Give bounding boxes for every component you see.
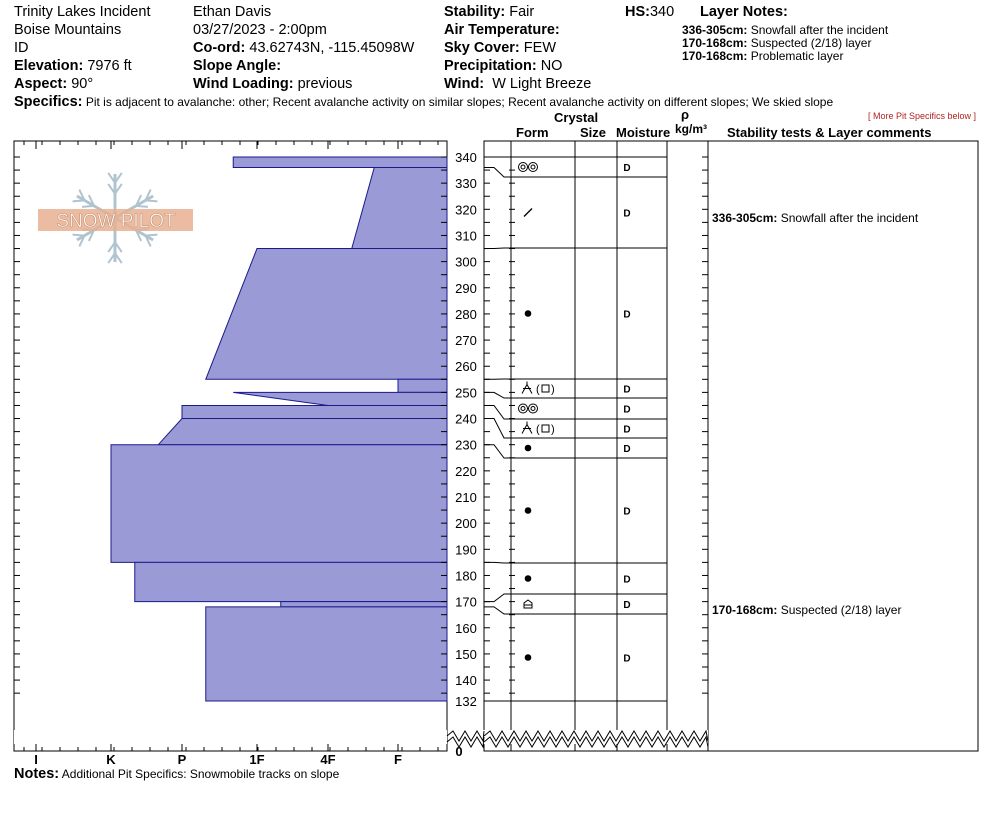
stability-label: Stability: — [444, 4, 506, 20]
moisture-value: D — [623, 653, 631, 665]
hardness-layer-bar — [233, 157, 447, 167]
symbol-paren: ( — [536, 383, 540, 396]
snowpilot-logo — [38, 173, 193, 263]
snowflake-branch — [136, 206, 148, 207]
hardness-layer-bar — [233, 392, 447, 405]
wind-label: Wind: — [444, 76, 485, 92]
coord-label: Co-ord: — [193, 40, 246, 56]
symbol-ring — [531, 407, 535, 411]
rounded-grains-symbol — [525, 575, 532, 582]
symbol-ring — [529, 163, 538, 172]
hardness-tick-label: 4F — [320, 752, 336, 767]
wind — [444, 75, 591, 93]
layer-connector — [484, 607, 511, 614]
depth-tick-label: 340 — [455, 150, 477, 165]
wind-value: W Light Breeze — [492, 76, 592, 92]
moisture-header: Moisture — [616, 125, 671, 140]
depth-tick-label: 200 — [455, 516, 477, 532]
moisture-value: D — [623, 444, 631, 455]
layer-connector — [484, 562, 511, 563]
surface-hoar-with-faceted-symbol — [522, 382, 555, 396]
depth-tick-label: 132 — [455, 694, 477, 709]
symbol-dot — [525, 445, 532, 452]
snowflake-branch — [145, 235, 157, 236]
stability-tests-header: Stability tests & Layer comments — [727, 125, 932, 140]
sky-cover — [444, 39, 556, 57]
air-temperature — [444, 21, 560, 39]
hardness-layer-bar — [206, 607, 447, 701]
snowflake-branch — [73, 200, 85, 201]
layer-note: 170-168cm: Problematic layer — [682, 49, 844, 63]
state: ID — [14, 40, 29, 56]
hardness-tick-label: F — [394, 752, 402, 767]
precip-value: NO — [540, 58, 563, 74]
moisture-value: D — [623, 404, 631, 416]
hardness-layer-bar — [206, 249, 447, 380]
elevation-value: 7976 ft — [87, 58, 132, 74]
moisture-value: D — [623, 208, 631, 220]
layer-notes-title: Layer Notes: — [700, 4, 788, 20]
symbol-hoar — [522, 382, 532, 394]
symbol-dot — [525, 575, 532, 582]
layer-connector — [484, 594, 511, 602]
stability-comment: 336-305cm: Snowfall after the incident — [712, 211, 919, 225]
hardness-layer-bar — [398, 379, 447, 392]
depth-tick-label: 150 — [455, 646, 477, 662]
hardness-layer-bar — [135, 562, 447, 601]
specifics-text: Pit is adjacent to avalanche: other; Recent avalanche activity on similar slopes; Recent avalanche activity on different slopes; We skied slope — [85, 95, 834, 109]
moisture-value: D — [623, 506, 631, 518]
symbol-cup — [524, 600, 532, 608]
notes-label: Notes: — [14, 766, 60, 782]
wind-loading — [193, 75, 352, 93]
observer: Ethan Davis — [193, 4, 272, 20]
depth-tick-label: 270 — [455, 333, 477, 349]
rounded-polycrystals-symbol — [519, 404, 538, 413]
coordinates — [193, 39, 414, 57]
layer-connector — [484, 248, 511, 249]
layer-connector — [484, 419, 511, 438]
profile-table-frame — [484, 141, 978, 751]
depth-hoar-symbol — [524, 600, 532, 608]
depth-tick-label: 260 — [455, 359, 477, 375]
hardness-layer-bar — [158, 419, 447, 445]
moisture-value: D — [623, 574, 631, 586]
hardness-layer-bar — [352, 167, 447, 248]
layer-connector — [484, 405, 511, 419]
slope-angle — [193, 57, 281, 75]
snow-height — [625, 3, 674, 21]
symbol-dot — [525, 654, 532, 661]
break-mask — [14, 730, 447, 744]
airtemp-label: Air Temperature: — [444, 22, 560, 38]
mountain-range: Boise Mountains — [14, 22, 122, 38]
precipitation — [444, 57, 562, 75]
elevation — [14, 57, 132, 75]
notes-text: Additional Pit Specifics: Snowmobile tracks on slope — [61, 767, 340, 781]
density-header: kg/m³ — [675, 122, 708, 136]
logo-text: SNOW PILOT — [56, 211, 176, 232]
sky-value: FEW — [523, 40, 557, 56]
precip-label: Precipitation: — [444, 58, 537, 74]
layer-connector — [484, 392, 511, 398]
moisture-value: D — [623, 384, 631, 396]
aspect — [14, 75, 93, 93]
sky-label: Sky Cover: — [444, 40, 520, 56]
symbol-square — [542, 385, 549, 392]
symbol-hoar — [522, 422, 532, 434]
layer-note: 336-305cm: Snowfall after the incident — [682, 23, 889, 37]
rounded-grains-symbol — [525, 654, 532, 661]
hardness-tick-label: K — [106, 752, 116, 767]
stability-value: Fair — [509, 4, 535, 20]
snowflake-branch — [145, 200, 157, 201]
depth-tick-label: 210 — [455, 490, 477, 505]
slope-label: Slope Angle: — [193, 58, 282, 74]
depth-tick-label: 180 — [455, 568, 477, 584]
decomposing-fragments-symbol — [524, 209, 532, 217]
depth-tick-label: 240 — [455, 411, 477, 427]
symbol-paren: ) — [551, 423, 555, 436]
hs-value: 340 — [649, 4, 675, 20]
symbol-ring — [519, 404, 528, 413]
depth-tick-label: 280 — [455, 306, 477, 322]
pit-specifics — [14, 93, 833, 111]
hardness-tick-label: 1F — [249, 752, 265, 767]
moisture-value: D — [623, 163, 631, 174]
date-time: 03/27/2023 - 2:00pm — [193, 22, 327, 38]
notes — [14, 766, 339, 782]
more-pit-specifics-link[interactable]: [ More Pit Specifics below ] — [868, 111, 977, 121]
hs-label: HS: — [625, 4, 650, 20]
crystal-header: Crystal — [554, 110, 599, 125]
rounded-grains-symbol — [525, 507, 532, 514]
specifics-label: Specifics: — [14, 94, 83, 110]
depth-tick-label: 310 — [455, 228, 477, 244]
axis-break — [14, 730, 708, 747]
symbol-slash — [524, 209, 532, 217]
depth-tick-label: 220 — [455, 463, 477, 479]
layer-note: 170-168cm: Suspected (2/18) layer — [682, 36, 872, 50]
rounded-grains-symbol — [525, 310, 532, 317]
depth-tick-label: 330 — [455, 176, 477, 192]
layer-connector — [484, 167, 511, 177]
depth-tick-label: 190 — [455, 542, 477, 558]
stability — [444, 3, 534, 21]
moisture-value: D — [623, 600, 631, 611]
surface-hoar-with-faceted-symbol — [522, 422, 555, 436]
rounded-polycrystals-symbol — [519, 163, 538, 172]
symbol-ring — [521, 165, 525, 169]
depth-tick-label: 290 — [455, 280, 477, 296]
stability-comment: 170-168cm: Suspected (2/18) layer — [712, 603, 902, 617]
symbol-ring — [521, 407, 525, 411]
incident-name: Trinity Lakes Incident — [14, 4, 151, 20]
form-header: Form — [516, 125, 549, 140]
symbol-dot — [525, 507, 532, 514]
size-header: Size — [580, 125, 607, 140]
aspect-label: Aspect: — [14, 76, 68, 92]
depth-zero-label: 0 — [455, 744, 463, 759]
symbol-dot — [525, 310, 532, 317]
depth-tick-label: 140 — [455, 673, 477, 689]
snowflake-branch — [82, 206, 94, 207]
moisture-value: D — [623, 309, 631, 321]
windload-value: previous — [297, 76, 353, 92]
hardness-tick-label: I — [34, 752, 38, 767]
windload-label: Wind Loading: — [193, 76, 294, 92]
symbol-ring — [531, 165, 535, 169]
depth-tick-label: 250 — [455, 385, 477, 401]
depth-tick-label: 230 — [455, 437, 477, 453]
symbol-ring — [529, 404, 538, 413]
hardness-layer-bar — [281, 602, 447, 607]
snowflake-branch — [73, 235, 85, 236]
symbol-ring — [519, 163, 528, 172]
depth-tick-label: 300 — [455, 254, 477, 270]
depth-tick-label: 320 — [455, 202, 477, 218]
hardness-tick-label: P — [177, 752, 187, 767]
rounded-grains-symbol — [525, 445, 532, 452]
layer-connector — [484, 445, 511, 458]
symbol-square — [542, 425, 549, 432]
elevation-label: Elevation: — [14, 58, 84, 74]
coord-value: 43.62743N, -115.45098W — [249, 40, 415, 56]
aspect-value: 90° — [71, 76, 94, 92]
rho-header: ρ — [681, 107, 690, 122]
moisture-value: D — [623, 424, 631, 436]
symbol-paren: ) — [551, 383, 555, 396]
hardness-layer-bar — [182, 405, 447, 418]
depth-tick-label: 160 — [455, 620, 477, 636]
depth-tick-label: 170 — [455, 594, 477, 610]
symbol-paren: ( — [536, 423, 540, 436]
hardness-layer-bar — [111, 445, 447, 563]
